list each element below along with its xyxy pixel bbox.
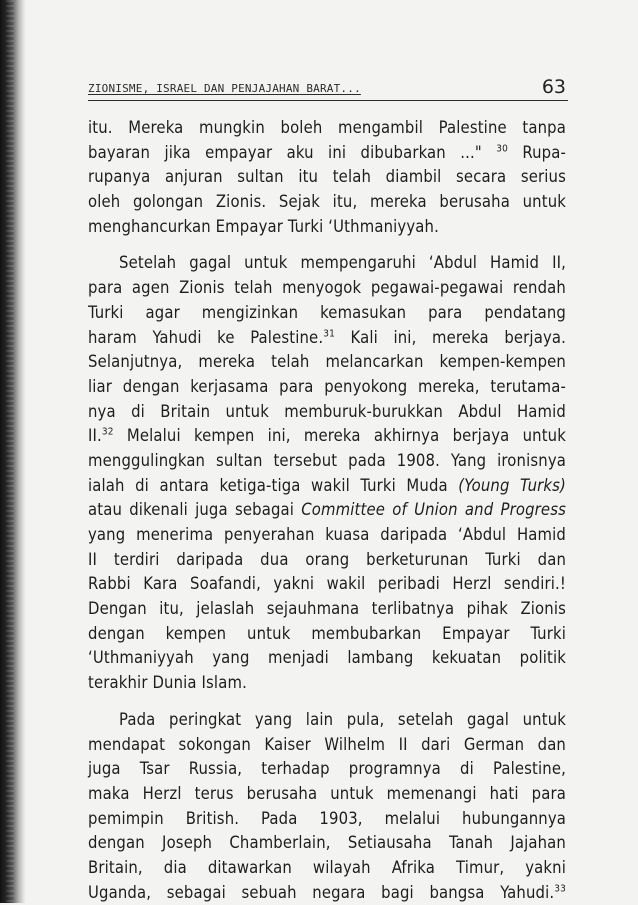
text-line: ‘Uthmaniyyah yang menjadi lambang kekuatan politik xyxy=(88,648,566,668)
text-span: atau dikenali juga sebagai xyxy=(88,500,295,520)
text-line: Pada peringkat yang lain pula, setelah gagal untuk xyxy=(119,709,566,729)
text-line: Dengan itu, jelaslah sejauhmana terlibatnya pihak Zionis xyxy=(88,599,566,619)
text-line: Rabbi Kara Soafandi, yakni wakil peribadi Herzl sendiri.! xyxy=(88,574,566,594)
page-header xyxy=(88,70,568,101)
body-text xyxy=(88,116,566,905)
text-line xyxy=(88,474,566,499)
text-line: maka Herzl terus berusaha untuk memenangi hati para xyxy=(88,783,566,803)
text-line: Britain, dia ditawarkan wilayah Afrika Timur, yakni xyxy=(88,857,566,877)
text-line: Turki agar mengizinkan kemasukan para pendatang xyxy=(88,302,566,322)
text-span: ialah di antara ketiga-tiga wakil Turki Muda xyxy=(88,475,448,495)
paragraph-1 xyxy=(88,116,566,239)
footnote-ref-31: 31 xyxy=(323,328,335,339)
text-line: menghancurkan Empayar Turki ‘Uthmaniyyah. xyxy=(88,216,439,236)
text-line: II terdiri daripada dua orang berketurunan Turki dan xyxy=(88,549,566,569)
text-span: Rupa- xyxy=(522,142,566,162)
paragraph-3 xyxy=(88,708,566,905)
paragraph-gap xyxy=(88,239,566,251)
text-line xyxy=(88,881,566,905)
text-line: pemimpin British. Pada 1903, melalui hubungannya xyxy=(88,808,566,828)
text-span: Uganda, sebagai sebuah negara bagi bangsa Yahudi. xyxy=(88,882,555,902)
text-line: itu. Mereka mungkin boleh mengambil Palestine tanpa xyxy=(88,118,566,137)
text-line: Setelah gagal untuk mempengaruhi ‘Abdul Hamid II, xyxy=(119,253,566,273)
binding-speckle xyxy=(6,0,14,903)
text-line xyxy=(88,326,566,351)
text-span: haram Yahudi ke Palestine. xyxy=(88,327,324,347)
text-line: para agen Zionis telah menyogok pegawai-pegawai rendah xyxy=(88,278,566,298)
text-span: Kali ini, mereka berjaya. xyxy=(350,327,566,347)
text-line: oleh golongan Zionis. Sejak itu, mereka berusaha untuk xyxy=(88,192,566,212)
text-line: Selanjutnya, mereka telah melancarkan kempen-kempen xyxy=(88,352,566,372)
text-line: rupanya anjuran sultan itu telah diambil secara serius xyxy=(88,167,566,187)
footnote-ref-30: 30 xyxy=(496,143,508,155)
italic-span: (Young Turks) xyxy=(458,475,566,495)
text-line: dengan kempen untuk membubarkan Empayar Turki xyxy=(88,623,566,643)
text-span: Melalui kempen ini, mereka akhirnya berjaya untuk xyxy=(126,426,566,446)
text-line: mendapat sokongan Kaiser Wilhelm II dari German dan xyxy=(88,734,566,754)
paragraph-2 xyxy=(88,251,566,695)
text-line: nya di Britain untuk memburuk-burukkan Abdul Hamid xyxy=(88,401,566,421)
text-line: juga Tsar Russia, terhadap programnya di Palestine, xyxy=(88,759,566,779)
text-span: II. xyxy=(88,426,102,446)
text-line xyxy=(88,498,566,523)
text-span: bayaran jika empayar aku ini dibubarkan ..." xyxy=(88,142,482,162)
italic-span: Committee of Union and Progress xyxy=(301,500,566,520)
text-line: terakhir Dunia Islam. xyxy=(88,673,247,693)
paragraph-gap xyxy=(88,696,566,708)
text-line xyxy=(88,424,566,449)
text-line: yang menerima penyerahan kuasa daripada ‘Abdul Hamid xyxy=(88,525,566,544)
text-line: liar dengan kerjasama para penyokong mereka, terutama- xyxy=(88,376,566,396)
text-line xyxy=(88,141,566,166)
running-title: ZIONISME, ISRAEL DAN PENJAJAHAN BARAT... xyxy=(88,82,361,95)
text-line: dengan Joseph Chamberlain, Setiausaha Tanah Jajahan xyxy=(88,833,566,853)
text-line: menggulingkan sultan tersebut pada 1908. Yang ironisnya xyxy=(88,450,566,470)
footnote-ref-32: 32 xyxy=(101,426,114,438)
footnote-ref-33: 33 xyxy=(554,883,566,895)
page-number: 63 xyxy=(541,76,566,98)
